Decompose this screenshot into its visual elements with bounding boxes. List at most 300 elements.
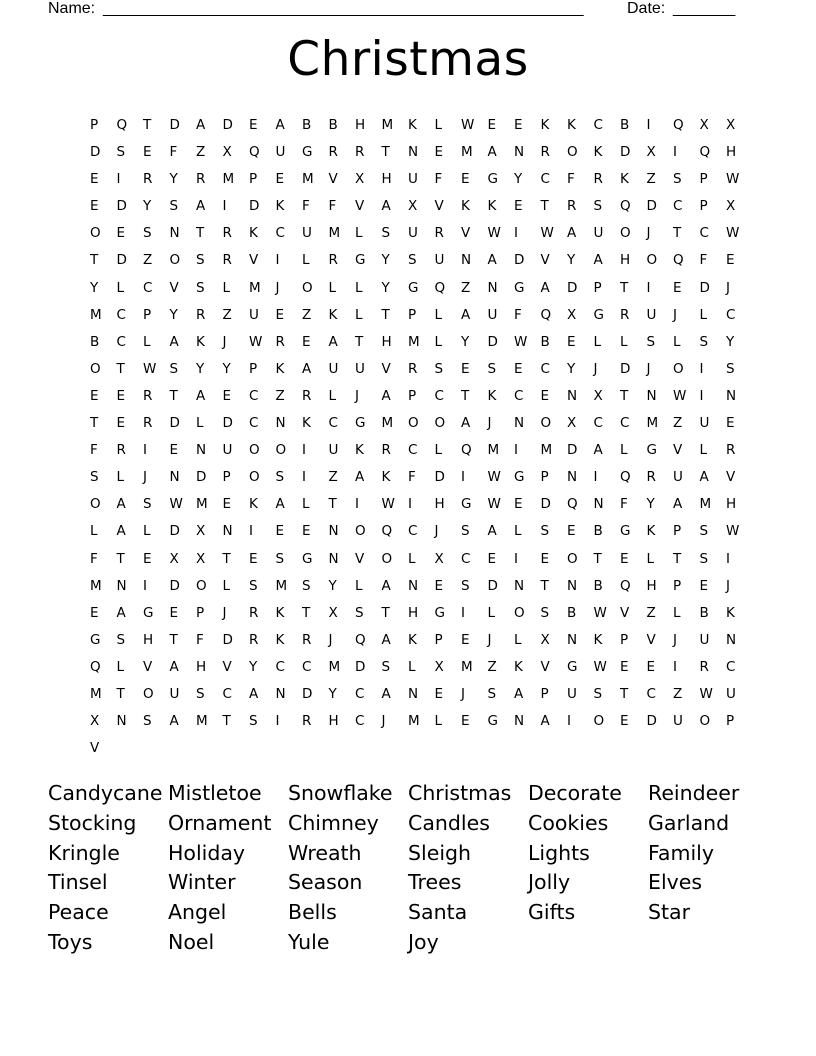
grid-letter[interactable]: S	[434, 360, 444, 377]
grid-letter[interactable]: F	[699, 252, 708, 269]
grid-letter[interactable]: I	[249, 523, 253, 540]
grid-letter[interactable]: Y	[567, 360, 576, 377]
grid-letter[interactable]: G	[514, 469, 525, 486]
grid-letter[interactable]: L	[673, 604, 681, 621]
grid-letter[interactable]: H	[726, 144, 737, 161]
grid-letter[interactable]: T	[90, 252, 99, 269]
grid-letter[interactable]: S	[646, 333, 656, 350]
grid-letter[interactable]: T	[381, 144, 390, 161]
grid-letter[interactable]: L	[434, 333, 443, 350]
grid-letter[interactable]: V	[328, 171, 338, 188]
grid-letter[interactable]: M	[90, 577, 102, 594]
grid-letter[interactable]: B	[90, 333, 100, 350]
grid-letter[interactable]: V	[222, 658, 232, 675]
grid-letter[interactable]: W	[461, 117, 475, 133]
grid-letter[interactable]: J	[726, 279, 730, 296]
grid-letter[interactable]: D	[222, 631, 233, 648]
grid-letter[interactable]: E	[249, 117, 258, 133]
grid-letter[interactable]: S	[90, 469, 99, 486]
grid-letter[interactable]: L	[328, 279, 337, 296]
grid-letter[interactable]: A	[381, 631, 391, 648]
grid-letter[interactable]: V	[90, 740, 100, 757]
grid-letter[interactable]: E	[302, 523, 311, 540]
date-field[interactable]: _______	[673, 0, 736, 17]
grid-letter[interactable]: C	[646, 685, 656, 702]
grid-letter[interactable]: O	[90, 496, 101, 513]
grid-letter[interactable]: D	[222, 117, 233, 133]
grid-letter[interactable]: Z	[673, 685, 683, 702]
grid-letter[interactable]: T	[381, 306, 390, 323]
grid-letter[interactable]: N	[593, 496, 604, 513]
grid-letter[interactable]: S	[487, 685, 497, 702]
grid-letter[interactable]: Y	[196, 360, 205, 377]
grid-letter[interactable]: Q	[673, 117, 684, 133]
grid-letter[interactable]: Y	[567, 252, 576, 269]
grid-letter[interactable]: O	[567, 550, 578, 567]
grid-letter[interactable]: R	[143, 171, 153, 188]
grid-letter[interactable]: F	[408, 469, 416, 486]
grid-letter[interactable]: D	[302, 685, 313, 702]
grid-letter[interactable]: S	[302, 577, 311, 594]
grid-letter[interactable]: W	[487, 496, 501, 513]
grid-letter[interactable]: K	[593, 631, 603, 648]
grid-letter[interactable]: V	[461, 225, 471, 242]
grid-letter[interactable]: F	[567, 171, 575, 188]
grid-letter[interactable]: Q	[90, 658, 101, 675]
grid-letter[interactable]: R	[567, 198, 577, 215]
grid-letter[interactable]: U	[302, 225, 312, 242]
grid-letter[interactable]: E	[90, 171, 99, 188]
grid-letter[interactable]: D	[116, 198, 127, 215]
grid-letter[interactable]: N	[196, 442, 207, 459]
grid-letter[interactable]: B	[593, 577, 603, 594]
grid-letter[interactable]: I	[646, 279, 651, 296]
grid-letter[interactable]: Q	[699, 144, 711, 161]
grid-letter[interactable]: R	[143, 415, 153, 432]
grid-letter[interactable]: P	[249, 171, 258, 188]
grid-letter[interactable]: S	[540, 523, 550, 540]
grid-letter[interactable]: C	[355, 685, 365, 702]
grid-letter[interactable]: M	[222, 171, 235, 188]
grid-letter[interactable]: H	[408, 604, 419, 621]
grid-letter[interactable]: U	[726, 685, 736, 702]
grid-letter[interactable]: D	[222, 415, 233, 432]
grid-letter[interactable]: C	[408, 442, 418, 459]
grid-letter[interactable]: M	[461, 144, 473, 161]
grid-letter[interactable]: M	[249, 279, 261, 296]
grid-letter[interactable]: R	[328, 144, 338, 161]
grid-letter[interactable]: U	[408, 225, 418, 242]
grid-letter[interactable]: S	[143, 713, 152, 730]
grid-letter[interactable]: U	[328, 360, 339, 377]
grid-letter[interactable]: I	[302, 442, 306, 459]
grid-letter[interactable]: E	[567, 333, 576, 350]
grid-letter[interactable]: G	[514, 279, 525, 296]
grid-letter[interactable]: O	[673, 360, 684, 377]
grid-letter[interactable]: K	[408, 631, 417, 648]
grid-letter[interactable]: M	[381, 415, 394, 432]
grid-letter[interactable]: L	[355, 306, 363, 323]
grid-letter[interactable]: I	[514, 225, 518, 242]
grid-letter[interactable]: J	[381, 713, 386, 730]
grid-letter[interactable]: E	[275, 306, 285, 323]
grid-letter[interactable]: A	[461, 306, 471, 323]
grid-letter[interactable]: K	[646, 523, 656, 540]
grid-letter[interactable]: C	[434, 387, 444, 404]
grid-letter[interactable]: G	[487, 713, 498, 730]
grid-letter[interactable]: E	[90, 198, 99, 215]
grid-letter[interactable]: A	[116, 604, 126, 621]
grid-letter[interactable]: R	[249, 604, 259, 621]
grid-letter[interactable]: S	[381, 225, 391, 242]
grid-letter[interactable]: H	[434, 496, 445, 513]
grid-letter[interactable]: T	[222, 713, 231, 730]
grid-letter[interactable]: R	[302, 387, 312, 404]
grid-letter[interactable]: L	[196, 415, 204, 432]
grid-letter[interactable]: Z	[673, 415, 683, 432]
grid-letter[interactable]: T	[673, 550, 682, 567]
grid-letter[interactable]: X	[567, 415, 577, 432]
grid-letter[interactable]: U	[355, 360, 365, 377]
grid-letter[interactable]: N	[116, 713, 127, 730]
grid-letter[interactable]: L	[434, 713, 443, 730]
grid-letter[interactable]: H	[381, 171, 392, 188]
grid-letter[interactable]: V	[540, 658, 550, 675]
grid-letter[interactable]: O	[646, 252, 658, 269]
grid-letter[interactable]: T	[116, 360, 125, 377]
grid-letter[interactable]: Q	[620, 198, 631, 215]
grid-letter[interactable]: A	[116, 523, 126, 540]
grid-letter[interactable]: D	[196, 469, 207, 486]
grid-letter[interactable]: M	[302, 171, 314, 188]
grid-letter[interactable]: F	[169, 144, 178, 161]
grid-letter[interactable]: K	[593, 144, 603, 161]
grid-letter[interactable]: V	[355, 550, 365, 567]
grid-letter[interactable]: T	[620, 685, 629, 702]
grid-letter[interactable]: S	[540, 604, 550, 621]
grid-letter[interactable]: G	[355, 252, 366, 269]
grid-letter[interactable]: R	[408, 360, 418, 377]
grid-letter[interactable]: J	[222, 333, 227, 350]
grid-letter[interactable]: O	[699, 713, 711, 730]
grid-letter[interactable]: A	[381, 387, 391, 404]
grid-letter[interactable]: A	[673, 496, 683, 513]
grid-letter[interactable]: E	[302, 333, 311, 350]
grid-letter[interactable]: L	[620, 442, 628, 459]
grid-letter[interactable]: Q	[620, 577, 631, 594]
grid-letter[interactable]: N	[328, 550, 339, 567]
grid-letter[interactable]: Z	[328, 469, 338, 486]
grid-letter[interactable]: V	[620, 604, 630, 621]
grid-letter[interactable]: J	[355, 387, 359, 404]
grid-letter[interactable]: W	[673, 387, 687, 404]
grid-letter[interactable]: B	[699, 604, 709, 621]
grid-letter[interactable]: H	[355, 117, 366, 133]
grid-letter[interactable]: G	[143, 604, 154, 621]
grid-letter[interactable]: W	[593, 658, 607, 675]
grid-letter[interactable]: R	[593, 171, 603, 188]
grid-letter[interactable]: V	[434, 198, 444, 215]
grid-letter[interactable]: L	[222, 279, 231, 296]
grid-letter[interactable]: W	[381, 496, 395, 513]
grid-letter[interactable]: K	[328, 306, 338, 323]
grid-letter[interactable]: D	[514, 252, 525, 269]
grid-letter[interactable]: X	[540, 631, 550, 648]
grid-letter[interactable]: L	[434, 306, 443, 323]
grid-letter[interactable]: Y	[222, 360, 231, 377]
grid-letter[interactable]: N	[116, 577, 127, 594]
grid-letter[interactable]: I	[726, 550, 730, 567]
grid-letter[interactable]: E	[699, 577, 709, 594]
grid-letter[interactable]: D	[355, 658, 366, 675]
grid-letter[interactable]: I	[143, 577, 147, 594]
grid-letter[interactable]: N	[328, 523, 339, 540]
grid-letter[interactable]: L	[673, 333, 681, 350]
grid-letter[interactable]: T	[620, 387, 629, 404]
grid-letter[interactable]: F	[514, 306, 522, 323]
grid-letter[interactable]: J	[222, 604, 227, 621]
grid-letter[interactable]: W	[540, 225, 554, 242]
grid-letter[interactable]: Z	[302, 306, 312, 323]
grid-letter[interactable]: P	[726, 713, 735, 730]
grid-letter[interactable]: K	[302, 415, 311, 432]
grid-letter[interactable]: D	[169, 523, 180, 540]
grid-letter[interactable]: N	[567, 469, 578, 486]
grid-letter[interactable]: M	[196, 496, 208, 513]
grid-letter[interactable]: V	[540, 252, 550, 269]
grid-letter[interactable]: M	[408, 713, 420, 730]
grid-letter[interactable]: O	[249, 469, 260, 486]
grid-letter[interactable]: U	[673, 713, 683, 730]
grid-letter[interactable]: M	[328, 658, 341, 675]
grid-letter[interactable]: E	[249, 550, 258, 567]
grid-letter[interactable]: D	[567, 279, 578, 296]
grid-letter[interactable]: U	[328, 442, 339, 459]
grid-letter[interactable]: E	[461, 713, 470, 730]
grid-letter[interactable]: R	[302, 631, 312, 648]
grid-letter[interactable]: T	[540, 198, 549, 215]
grid-letter[interactable]: S	[196, 279, 205, 296]
grid-letter[interactable]: N	[408, 144, 419, 161]
grid-letter[interactable]: L	[434, 442, 443, 459]
grid-letter[interactable]: A	[302, 360, 312, 377]
grid-letter[interactable]: V	[646, 631, 656, 648]
grid-letter[interactable]: R	[143, 387, 153, 404]
grid-letter[interactable]: U	[673, 469, 683, 486]
grid-letter[interactable]: A	[275, 496, 285, 513]
grid-letter[interactable]: C	[116, 333, 126, 350]
grid-letter[interactable]: U	[249, 306, 259, 323]
grid-letter[interactable]: E	[116, 415, 126, 432]
grid-letter[interactable]: Y	[90, 279, 99, 296]
grid-letter[interactable]: J	[593, 360, 598, 377]
grid-letter[interactable]: R	[620, 306, 630, 323]
grid-letter[interactable]: L	[620, 333, 628, 350]
grid-letter[interactable]: A	[461, 415, 471, 432]
grid-letter[interactable]: C	[540, 360, 550, 377]
grid-letter[interactable]: J	[461, 685, 465, 702]
grid-letter[interactable]: V	[673, 442, 683, 459]
grid-letter[interactable]: I	[275, 252, 280, 269]
grid-letter[interactable]: U	[169, 685, 180, 702]
grid-letter[interactable]: Y	[169, 171, 178, 188]
grid-letter[interactable]: E	[726, 415, 735, 432]
grid-letter[interactable]: T	[355, 333, 364, 350]
grid-letter[interactable]: J	[328, 631, 333, 648]
grid-letter[interactable]: E	[143, 550, 152, 567]
grid-letter[interactable]: R	[540, 144, 550, 161]
grid-letter[interactable]: E	[461, 171, 470, 188]
grid-letter[interactable]: M	[699, 496, 712, 513]
grid-letter[interactable]: S	[169, 198, 179, 215]
grid-letter[interactable]: Q	[116, 117, 128, 133]
grid-letter[interactable]: Z	[222, 306, 232, 323]
grid-letter[interactable]: H	[726, 496, 737, 513]
grid-letter[interactable]: R	[328, 252, 338, 269]
grid-letter[interactable]: E	[90, 387, 99, 404]
grid-letter[interactable]: S	[196, 252, 205, 269]
grid-letter[interactable]: C	[673, 198, 683, 215]
grid-letter[interactable]: F	[90, 442, 98, 459]
grid-letter[interactable]: X	[646, 144, 656, 161]
grid-letter[interactable]: I	[355, 496, 359, 513]
grid-letter[interactable]: S	[699, 333, 709, 350]
grid-letter[interactable]: P	[540, 469, 549, 486]
grid-letter[interactable]: X	[408, 198, 418, 215]
grid-letter[interactable]: R	[434, 225, 444, 242]
grid-letter[interactable]: N	[567, 577, 578, 594]
grid-letter[interactable]: N	[514, 144, 525, 161]
grid-letter[interactable]: P	[408, 306, 417, 323]
grid-letter[interactable]: N	[408, 685, 419, 702]
grid-letter[interactable]: P	[673, 523, 682, 540]
grid-letter[interactable]: R	[222, 225, 232, 242]
grid-letter[interactable]: B	[540, 333, 550, 350]
grid-letter[interactable]: B	[567, 604, 577, 621]
grid-letter[interactable]: S	[726, 360, 735, 377]
grid-letter[interactable]: G	[461, 496, 472, 513]
grid-letter[interactable]: L	[593, 333, 602, 350]
grid-letter[interactable]: N	[726, 631, 737, 648]
grid-letter[interactable]: D	[540, 496, 551, 513]
grid-letter[interactable]: Y	[646, 496, 655, 513]
grid-letter[interactable]: N	[514, 577, 525, 594]
grid-letter[interactable]: A	[487, 252, 497, 269]
grid-letter[interactable]: E	[222, 387, 232, 404]
grid-letter[interactable]: N	[567, 631, 578, 648]
grid-letter[interactable]: W	[514, 333, 528, 350]
grid-letter[interactable]: R	[196, 171, 206, 188]
grid-letter[interactable]: Y	[328, 577, 337, 594]
grid-letter[interactable]: Y	[461, 333, 470, 350]
grid-letter[interactable]: N	[646, 387, 657, 404]
grid-letter[interactable]: I	[302, 469, 306, 486]
grid-letter[interactable]: O	[355, 523, 366, 540]
grid-letter[interactable]: N	[514, 713, 525, 730]
grid-letter[interactable]: K	[461, 198, 470, 215]
grid-letter[interactable]: R	[726, 442, 736, 459]
grid-letter[interactable]: M	[540, 442, 553, 459]
grid-letter[interactable]: U	[593, 225, 604, 242]
grid-letter[interactable]: X	[699, 117, 709, 133]
grid-letter[interactable]: C	[699, 225, 709, 242]
grid-letter[interactable]: I	[461, 604, 465, 621]
grid-letter[interactable]: G	[355, 415, 366, 432]
grid-letter[interactable]: X	[90, 713, 100, 730]
grid-letter[interactable]: G	[593, 306, 604, 323]
grid-letter[interactable]: E	[514, 198, 523, 215]
grid-letter[interactable]: G	[302, 550, 313, 567]
grid-letter[interactable]: G	[90, 631, 101, 648]
grid-letter[interactable]: L	[355, 279, 363, 296]
grid-letter[interactable]: N	[222, 523, 233, 540]
grid-letter[interactable]: L	[434, 117, 443, 133]
grid-letter[interactable]: A	[699, 469, 709, 486]
grid-letter[interactable]: C	[620, 415, 630, 432]
grid-letter[interactable]: E	[169, 442, 179, 459]
grid-letter[interactable]: T	[593, 550, 602, 567]
grid-letter[interactable]: Q	[540, 306, 552, 323]
grid-letter[interactable]: E	[275, 171, 285, 188]
grid-letter[interactable]: R	[275, 333, 285, 350]
grid-letter[interactable]: E	[434, 685, 444, 702]
grid-letter[interactable]: I	[461, 469, 465, 486]
grid-letter[interactable]: M	[196, 713, 208, 730]
grid-letter[interactable]: P	[699, 198, 708, 215]
grid-letter[interactable]: C	[275, 225, 285, 242]
grid-letter[interactable]: K	[726, 604, 735, 621]
grid-letter[interactable]: Y	[249, 658, 258, 675]
grid-letter[interactable]: W	[487, 225, 501, 242]
grid-letter[interactable]: W	[726, 225, 740, 242]
grid-letter[interactable]: E	[646, 658, 656, 675]
grid-letter[interactable]: D	[487, 333, 498, 350]
grid-letter[interactable]: D	[169, 577, 180, 594]
grid-letter[interactable]: R	[302, 713, 312, 730]
grid-letter[interactable]: P	[249, 360, 258, 377]
grid-letter[interactable]: K	[408, 117, 417, 133]
grid-letter[interactable]: I	[699, 360, 704, 377]
grid-letter[interactable]: I	[275, 713, 280, 730]
grid-letter[interactable]: O	[90, 360, 101, 377]
grid-letter[interactable]: L	[408, 550, 416, 567]
grid-letter[interactable]: L	[514, 523, 522, 540]
grid-letter[interactable]: N	[408, 577, 419, 594]
grid-letter[interactable]: J	[646, 360, 651, 377]
grid-letter[interactable]: E	[514, 496, 523, 513]
grid-letter[interactable]: K	[514, 658, 523, 675]
grid-letter[interactable]: I	[699, 387, 704, 404]
grid-letter[interactable]: S	[408, 252, 417, 269]
grid-letter[interactable]: K	[381, 469, 391, 486]
grid-letter[interactable]: S	[116, 144, 126, 161]
grid-letter[interactable]: P	[699, 171, 708, 188]
grid-letter[interactable]: L	[355, 225, 363, 242]
grid-letter[interactable]: H	[143, 631, 154, 648]
grid-letter[interactable]: I	[514, 550, 518, 567]
grid-letter[interactable]: I	[567, 713, 571, 730]
grid-letter[interactable]: E	[567, 523, 576, 540]
grid-letter[interactable]: G	[487, 171, 498, 188]
grid-letter[interactable]: S	[461, 523, 470, 540]
grid-letter[interactable]: T	[673, 225, 682, 242]
grid-letter[interactable]: F	[620, 496, 628, 513]
grid-letter[interactable]: D	[169, 415, 180, 432]
grid-letter[interactable]: V	[143, 658, 153, 675]
grid-letter[interactable]: P	[593, 279, 602, 296]
grid-letter[interactable]: R	[355, 144, 365, 161]
grid-letter[interactable]: L	[408, 658, 416, 675]
